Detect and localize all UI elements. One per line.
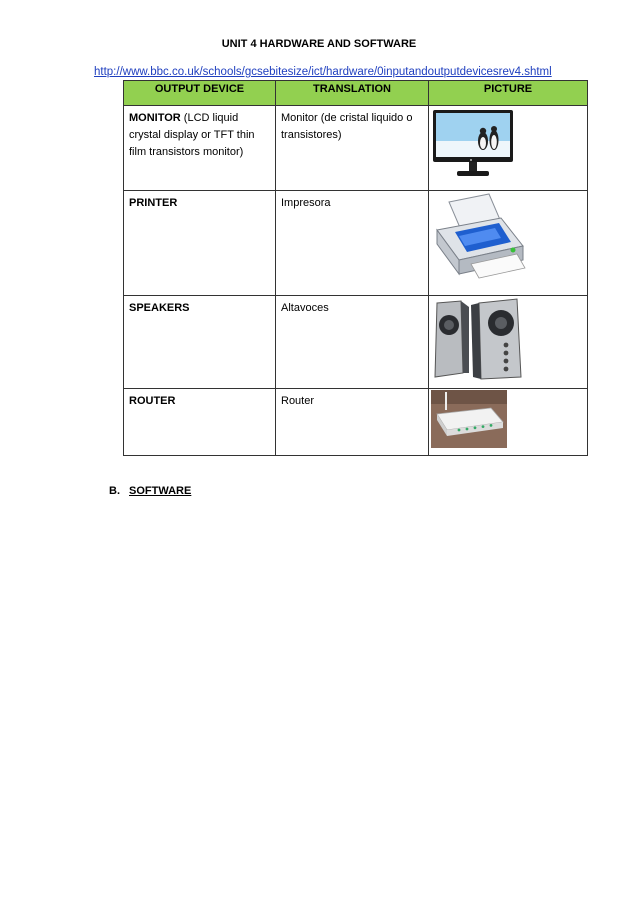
device-name: ROUTER bbox=[129, 395, 176, 407]
monitor-image bbox=[431, 107, 515, 181]
table-row bbox=[124, 191, 588, 296]
document-title: UNIT 4 HARDWARE AND SOFTWARE bbox=[221, 38, 417, 50]
header-output-device: OUTPUT DEVICE bbox=[124, 81, 276, 106]
router-image bbox=[431, 390, 507, 448]
device-name: PRINTER bbox=[129, 197, 178, 209]
device-name: SPEAKERS bbox=[129, 302, 190, 314]
table-row bbox=[124, 296, 588, 389]
table-row bbox=[124, 389, 588, 456]
speakers-image bbox=[431, 297, 525, 381]
device-cell bbox=[124, 389, 276, 456]
output-devices-table bbox=[123, 80, 588, 456]
device-name: MONITOR bbox=[129, 112, 181, 124]
device-cell bbox=[124, 106, 276, 191]
translation-cell: Monitor (de cristal liquido o transistores) bbox=[276, 106, 429, 191]
table-row bbox=[124, 106, 588, 191]
device-detail: (LCD liquid crystal display or TFT thin film transistors monitor) bbox=[129, 112, 255, 158]
section-marker: B. bbox=[109, 485, 120, 497]
translation-cell: Impresora bbox=[276, 191, 429, 296]
translation-cell: Altavoces bbox=[276, 296, 429, 389]
header-picture: PICTURE bbox=[429, 81, 588, 106]
section-b-heading bbox=[109, 485, 191, 497]
section-title: SOFTWARE bbox=[129, 485, 192, 497]
translation-cell: Router bbox=[276, 389, 429, 456]
header-translation: TRANSLATION bbox=[276, 81, 429, 106]
device-cell bbox=[124, 191, 276, 296]
picture-cell bbox=[429, 191, 588, 296]
picture-cell bbox=[429, 106, 588, 191]
device-cell bbox=[124, 296, 276, 389]
table-header-row bbox=[124, 81, 588, 106]
picture-cell bbox=[429, 389, 588, 456]
reference-link[interactable]: http://www.bbc.co.uk/schools/gcsebitesize/ict/hardware/0inputandoutputdevicesrev4.shtml bbox=[94, 66, 552, 78]
picture-cell bbox=[429, 296, 588, 389]
printer-image bbox=[431, 192, 527, 282]
